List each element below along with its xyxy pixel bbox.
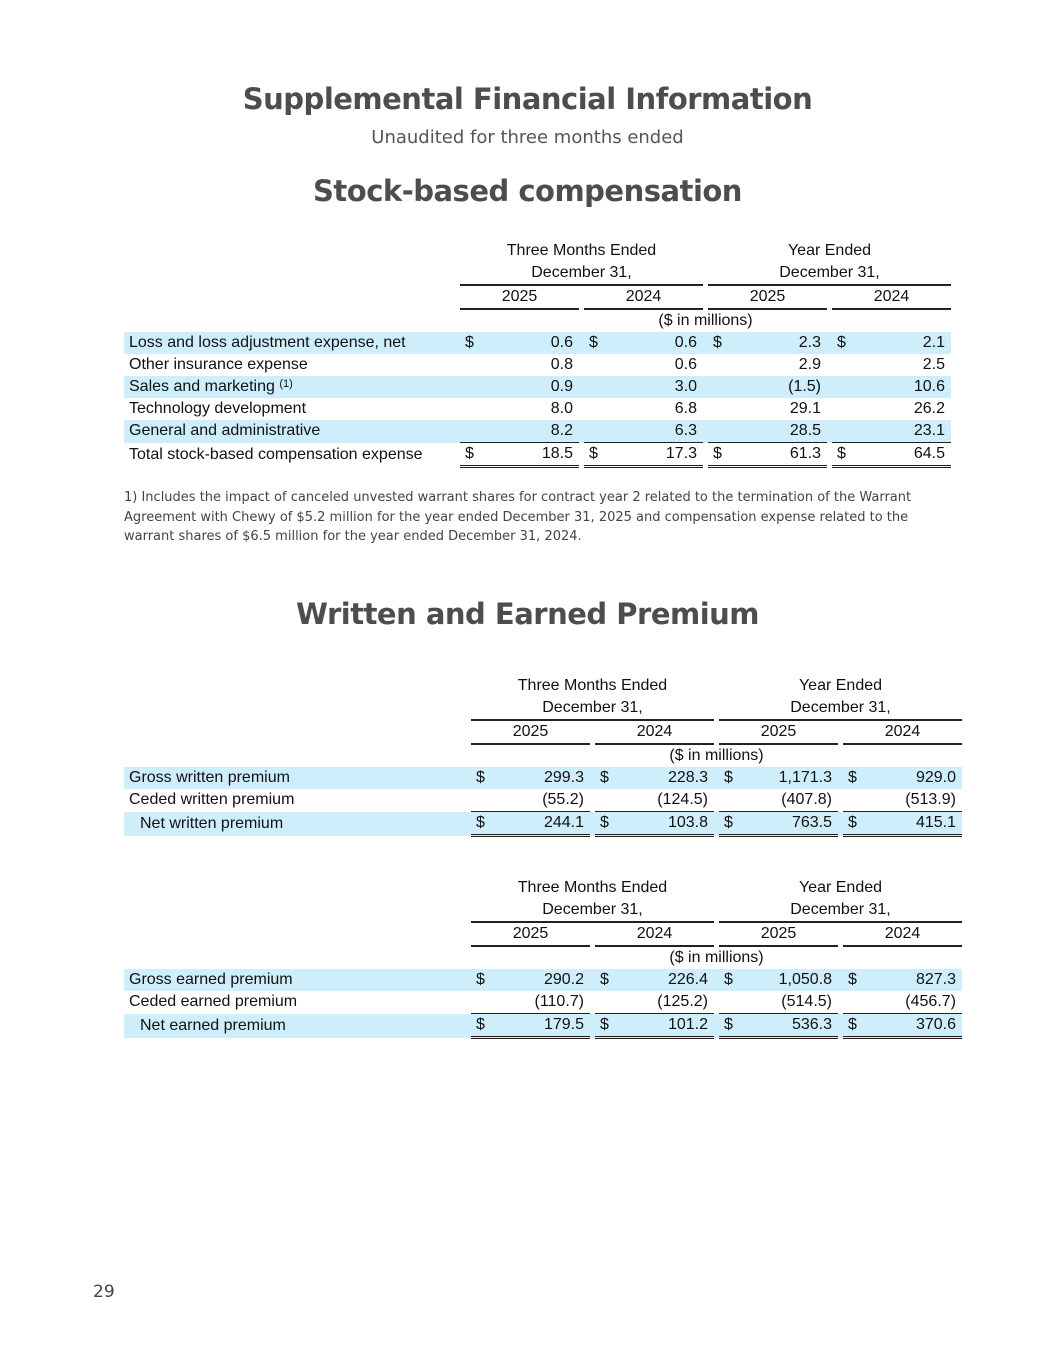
table-row (124, 789, 962, 812)
header-year: 2024 (843, 922, 962, 946)
units-label: ($ in millions) (669, 949, 764, 966)
units-label: ($ in millions) (658, 312, 753, 329)
row-label: Sales and marketing $^{(1)}$ (124, 376, 460, 398)
header-three-months: Three Months Ended (517, 879, 668, 896)
currency-symbol: $ (584, 443, 609, 467)
currency-symbol: $ (843, 969, 868, 991)
cell-value: 8.2 (485, 420, 579, 443)
header-three-months: Three Months Ended (517, 677, 668, 694)
cell-value: 29.1 (789, 400, 821, 417)
cell-value: 2.3 (733, 332, 827, 354)
currency-symbol: $ (719, 812, 744, 836)
currency-symbol: $ (460, 332, 485, 354)
header-year: 2024 (843, 720, 962, 744)
row-label: Ceded written premium (129, 791, 295, 809)
table-row (124, 991, 962, 1014)
written-premium-table (124, 675, 962, 837)
cell-value: 370.6 (868, 1014, 962, 1038)
header-period: December 31, (719, 697, 962, 720)
cell-value: 101.2 (620, 1014, 714, 1038)
header-period: December 31, (719, 899, 962, 922)
cell-value: 536.3 (744, 1014, 838, 1038)
header-period: December 31, (471, 697, 714, 720)
table-row (124, 354, 951, 376)
header-year: 2024 (595, 922, 714, 946)
cell-value: 1,050.8 (744, 969, 838, 991)
header-period: December 31, (708, 262, 951, 285)
currency-symbol: $ (843, 767, 868, 789)
table-row-total (124, 812, 962, 836)
page-subtitle: Unaudited for three months ended (371, 127, 684, 148)
cell-value: (1.5) (733, 376, 827, 398)
table-row (124, 767, 962, 789)
cell-value: 64.5 (857, 443, 951, 467)
row-label: Gross written premium (124, 767, 471, 789)
header-year: 2024 (584, 285, 703, 309)
cell-value: 827.3 (868, 969, 962, 991)
cell-value: 61.3 (733, 443, 827, 467)
header-year-ended: Year Ended (787, 242, 872, 259)
header-year: 2024 (832, 285, 951, 309)
table-row-total (124, 443, 951, 467)
cell-value: (513.9) (905, 791, 956, 808)
header-year: 2025 (460, 285, 579, 309)
cell-value: 0.6 (609, 332, 703, 354)
currency-symbol: $ (471, 812, 496, 836)
cell-value: 0.6 (485, 332, 579, 354)
currency-symbol: $ (595, 1014, 620, 1038)
earned-premium-table (124, 877, 962, 1039)
currency-symbol: $ (595, 767, 620, 789)
currency-symbol: $ (719, 1014, 744, 1038)
row-label: Loss and loss adjustment expense, net (124, 332, 460, 354)
table-row (124, 969, 962, 991)
page-number: 29 (93, 1282, 115, 1302)
currency-symbol: $ (595, 812, 620, 836)
cell-value: 226.4 (620, 969, 714, 991)
cell-value: (125.2) (657, 993, 708, 1010)
cell-value: 0.6 (674, 356, 697, 373)
row-label: Net written premium (124, 812, 471, 836)
cell-value: (407.8) (781, 791, 832, 808)
currency-symbol: $ (460, 443, 485, 467)
cell-value: 18.5 (485, 443, 579, 467)
header-three-months: Three Months Ended (506, 242, 657, 259)
cell-value: 6.3 (609, 420, 703, 443)
header-year: 2025 (719, 720, 838, 744)
currency-symbol: $ (719, 767, 744, 789)
cell-value: 103.8 (620, 812, 714, 836)
header-year: 2025 (471, 720, 590, 744)
row-label: Technology development (129, 400, 307, 417)
table-row (124, 376, 951, 398)
currency-symbol: $ (708, 443, 733, 467)
cell-value: 1,171.3 (744, 767, 838, 789)
cell-value: 28.5 (733, 420, 827, 443)
cell-value: 23.1 (857, 420, 951, 443)
currency-symbol: $ (471, 767, 496, 789)
header-year-ended: Year Ended (798, 677, 883, 694)
cell-value: 0.9 (485, 376, 579, 398)
row-label: Other insurance expense (129, 356, 308, 373)
header-year: 2024 (595, 720, 714, 744)
cell-value: (110.7) (534, 993, 584, 1010)
cell-value: 244.1 (496, 812, 590, 836)
header-period: December 31, (460, 262, 703, 285)
cell-value: (55.2) (542, 791, 584, 808)
row-label: Gross earned premium (124, 969, 471, 991)
cell-value: 299.3 (496, 767, 590, 789)
cell-value: 8.0 (550, 400, 573, 417)
cell-value: 3.0 (609, 376, 703, 398)
cell-value: 763.5 (744, 812, 838, 836)
section-title-stock-comp: Stock-based compensation (313, 174, 742, 208)
cell-value: 2.5 (922, 356, 945, 373)
cell-value: 6.8 (674, 400, 697, 417)
cell-value: 179.5 (496, 1014, 590, 1038)
currency-symbol: $ (584, 332, 609, 354)
cell-value: 26.2 (913, 400, 945, 417)
cell-value: 228.3 (620, 767, 714, 789)
cell-value: 10.6 (857, 376, 951, 398)
cell-value: (124.5) (657, 791, 708, 808)
units-label: ($ in millions) (669, 747, 764, 764)
currency-symbol: $ (843, 812, 868, 836)
cell-value: 929.0 (868, 767, 962, 789)
cell-value: 17.3 (609, 443, 703, 467)
cell-value: 2.1 (857, 332, 951, 354)
row-label: General and administrative (124, 420, 460, 443)
table-row (124, 332, 951, 354)
header-year: 2025 (708, 285, 827, 309)
table-row (124, 420, 951, 443)
footnote-marker: (1) (279, 378, 293, 390)
currency-symbol: $ (719, 969, 744, 991)
row-label: Net earned premium (124, 1014, 471, 1038)
currency-symbol: $ (595, 969, 620, 991)
row-label: Total stock-based compensation expense (129, 445, 423, 463)
header-year-ended: Year Ended (798, 879, 883, 896)
cell-value: 0.8 (550, 356, 573, 373)
cell-value: (456.7) (905, 993, 956, 1010)
table-row (124, 398, 951, 420)
section-title-premium: Written and Earned Premium (295, 597, 760, 631)
cell-value: (514.5) (781, 993, 832, 1010)
currency-symbol: $ (832, 332, 857, 354)
page-title: Supplemental Financial Information (242, 82, 813, 116)
header-period: December 31, (471, 899, 714, 922)
currency-symbol: $ (708, 332, 733, 354)
cell-value: 290.2 (496, 969, 590, 991)
header-year: 2025 (471, 922, 590, 946)
table-row-total (124, 1014, 962, 1038)
currency-symbol: $ (832, 443, 857, 467)
currency-symbol: $ (471, 1014, 496, 1038)
currency-symbol: $ (843, 1014, 868, 1038)
cell-value: 2.9 (798, 356, 821, 373)
row-label: Ceded earned premium (129, 993, 298, 1011)
stock-comp-table (124, 240, 951, 468)
header-year: 2025 (719, 922, 838, 946)
footnote: 1) Includes the impact of canceled unvested warrant shares for contract year 2 related to the termination of the Warrant Agreement with Chewy of $5.2 million for the year ended December 31, 2025 and compensation expense related to the warrant shares of $6.5 million for the year ended December 31, 2024. (124, 490, 912, 544)
currency-symbol: $ (471, 969, 496, 991)
cell-value: 415.1 (868, 812, 962, 836)
